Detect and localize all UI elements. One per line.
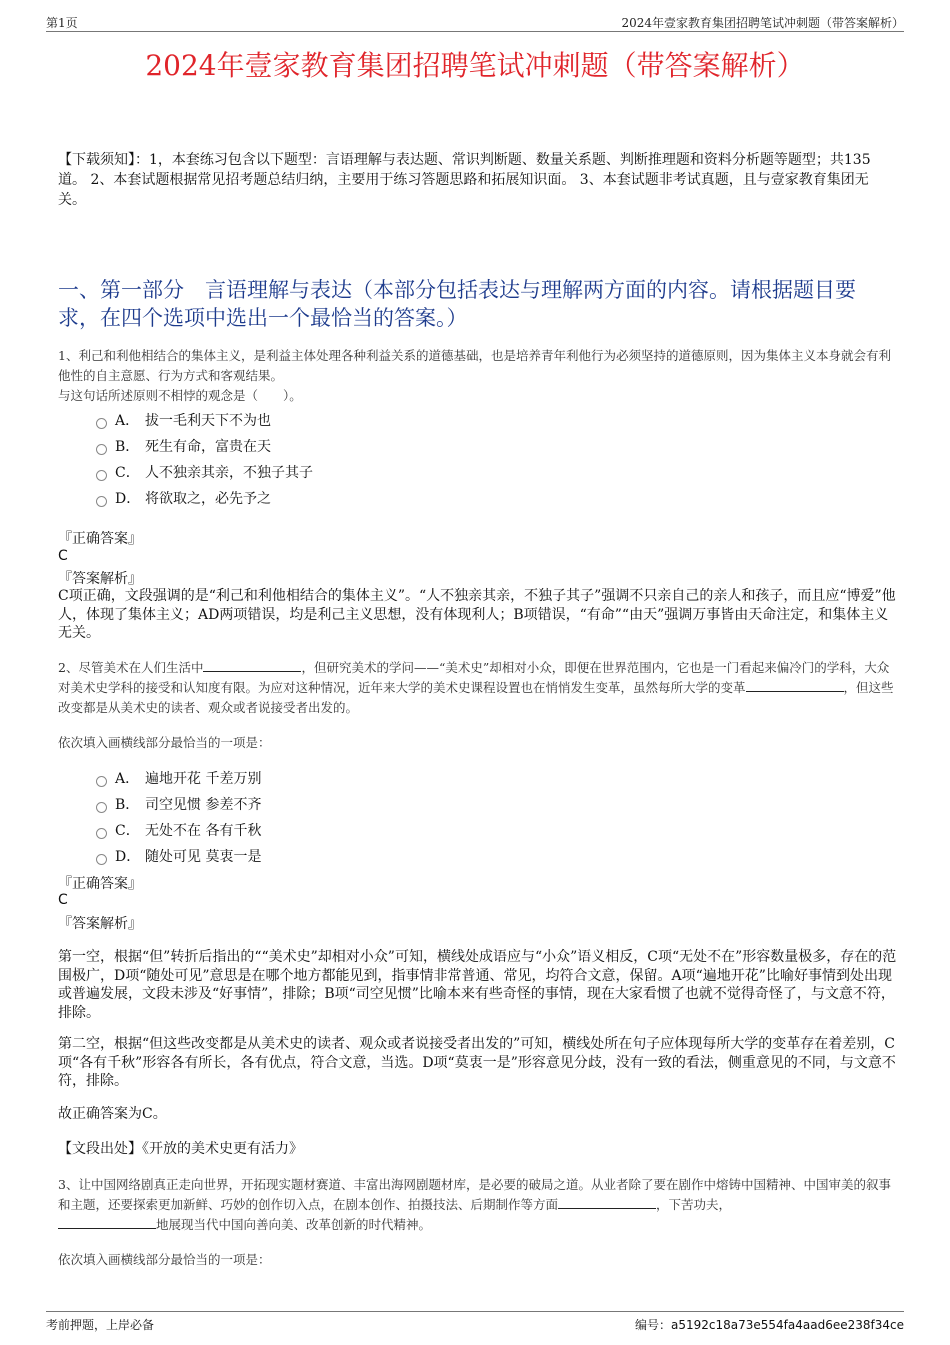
radio-icon[interactable] xyxy=(96,470,107,481)
footer-divider xyxy=(46,1311,904,1312)
q2-answer: C xyxy=(58,892,68,908)
q2-analysis-label: 『答案解析』 xyxy=(58,916,142,932)
header-doc-title: 2024年壹家教育集团招聘笔试冲刺题（带答案解析） xyxy=(621,16,904,30)
q1-option-a[interactable]: A． 拔一毛利天下不为也 xyxy=(96,410,271,430)
q2-option-a[interactable]: A． 遍地开花 千差万别 xyxy=(96,768,261,788)
q2-option-c[interactable]: C． 无处不在 各有千秋 xyxy=(96,820,261,840)
q2-option-b[interactable]: B． 司空见惯 参差不齐 xyxy=(96,794,261,814)
document-title: 2024年壹家教育集团招聘笔试冲刺题（带答案解析） xyxy=(145,49,805,82)
q1-answer: C xyxy=(58,548,68,564)
q1-option-c[interactable]: C． 人不独亲其亲，不独子其子 xyxy=(96,462,313,482)
q1-option-d[interactable]: D． 将欲取之，必先予之 xyxy=(96,488,271,508)
q2-conclusion: 故正确答案为C。 xyxy=(58,1106,167,1122)
radio-icon[interactable] xyxy=(96,802,107,813)
q1-option-b[interactable]: B． 死生有命，富贵在天 xyxy=(96,436,271,456)
header-divider xyxy=(46,31,904,32)
question-1-stem: 1、利己和利他相结合的集体主义，是利益主体处理各种利益关系的道德基础，也是培养青年利他行为必须坚持的道德原则，因为集体主义本身就会有利他性的自主意愿、行为方式和客观结果。 与这句话所述原则不相悖的观念是（ ）。 xyxy=(58,348,891,403)
q2-source: 【文段出处】《开放的美术史更有活力》 xyxy=(58,1141,303,1157)
radio-icon[interactable] xyxy=(96,828,107,839)
q1-answer-label: 『正确答案』 xyxy=(58,531,142,547)
download-notice: 【下载须知】：1，本套练习包含以下题型：言语理解与表达题、常识判断题、数量关系题、判断推理题和资料分析题等题型；共135道。 2、本套试题根据常见招考题总结归纳，主要用于练习答题思路和拓展知识面。 3、本套试题非考试真题，且与壹家教育集团无关。 xyxy=(58,152,871,208)
radio-icon[interactable] xyxy=(96,418,107,429)
page-header xyxy=(46,8,904,30)
footer-code: 编号：a5192c18a73e554fa4aad6ee238f34ce xyxy=(634,1318,904,1332)
footer-slogan: 考前押题，上岸必备 xyxy=(46,1318,155,1332)
fill-blank xyxy=(746,679,844,692)
page-number: 第1页 xyxy=(46,16,78,30)
radio-icon[interactable] xyxy=(96,776,107,787)
q2-answer-label: 『正确答案』 xyxy=(58,876,142,892)
q2-option-d[interactable]: D． 随处可见 莫衷一是 xyxy=(96,846,261,866)
question-2-stem: 2、尽管美术在人们生活中 ，但研究美术的学问——“美术史”却相对小众，即便在世界范围内，它也是一门看起来偏冷门的学科，大众对美术史学科的接受和认知度有限。为应对这种情况，近年来大学的美术史课程设置也在悄悄发生变革，虽然每所大学的变革 ，但这些改变都是从美术史的读者、观众或者说接受者出发的。 xyxy=(58,660,894,715)
q1-analysis-label: 『答案解析』 xyxy=(58,571,142,587)
section-heading: 一、第一部分 言语理解与表达（本部分包括表达与理解两方面的内容。请根据题目要求，在四个选项中选出一个最恰当的答案。） xyxy=(58,278,856,330)
q3-prompt: 依次填入画横线部分最恰当的一项是： xyxy=(58,1252,271,1267)
q2-analysis-2: 第二空，根据“但这些改变都是从美术史的读者、观众或者说接受者出发的”可知，横线处所在句子应体现每所大学的变革存在着差别，C项“各有千秋”形容各有所长，各有优点，符合文意，当选。D项“莫衷一是”形容意见分歧，没有一致的看法，侧重意见的不同，与文意不符，排除。 xyxy=(58,1036,896,1089)
radio-icon[interactable] xyxy=(96,496,107,507)
fill-blank xyxy=(203,659,301,672)
q2-prompt: 依次填入画横线部分最恰当的一项是： xyxy=(58,735,271,750)
fill-blank xyxy=(58,1216,156,1229)
q2-analysis-1: 第一空，根据“但”转折后指出的““美术史”却相对小众”可知，横线处成语应与“小众”语义相反，C项“无处不在”形容数量极多，存在的范围极广，D项“随处可见”意思是在哪个地方都能见到，指事情非常普通、常见，均符合文意，保留。A项“遍地开花”比喻好事情到处出现或普遍发展，文段未涉及“好事情”，排除；B项“司空见惯”比喻本来有些奇怪的事情，现在大家看惯了也就不觉得奇怪了，与文意不符，排除。 xyxy=(58,949,897,1021)
q1-analysis: C项正确，文段强调的是“利己和利他相结合的集体主义”。“人不独亲其亲，不独子其子”强调不只亲自己的亲人和孩子，而且应“博爱”他人，体现了集体主义；AD两项错误，均是利己主义思想，没有体现利人；B项错误，“有命”“由天”强调万事皆由天命注定，和集体主义无关。 xyxy=(58,588,896,641)
question-3-stem: 3、让中国网络剧真正走向世界，开拓现实题材赛道、丰富出海网剧题材库，是必要的破局之道。从业者除了要在剧作中熔铸中国精神、中国审美的叙事和主题，还要探索更加新鲜、巧妙的创作切入点，在剧本创作、拍摄技法、后期制作等方面 ，下苦功夫， 地展现当代中国向善向美、改革创新的时代精神。 xyxy=(58,1177,891,1232)
radio-icon[interactable] xyxy=(96,444,107,455)
radio-icon[interactable] xyxy=(96,854,107,865)
fill-blank xyxy=(558,1196,656,1209)
